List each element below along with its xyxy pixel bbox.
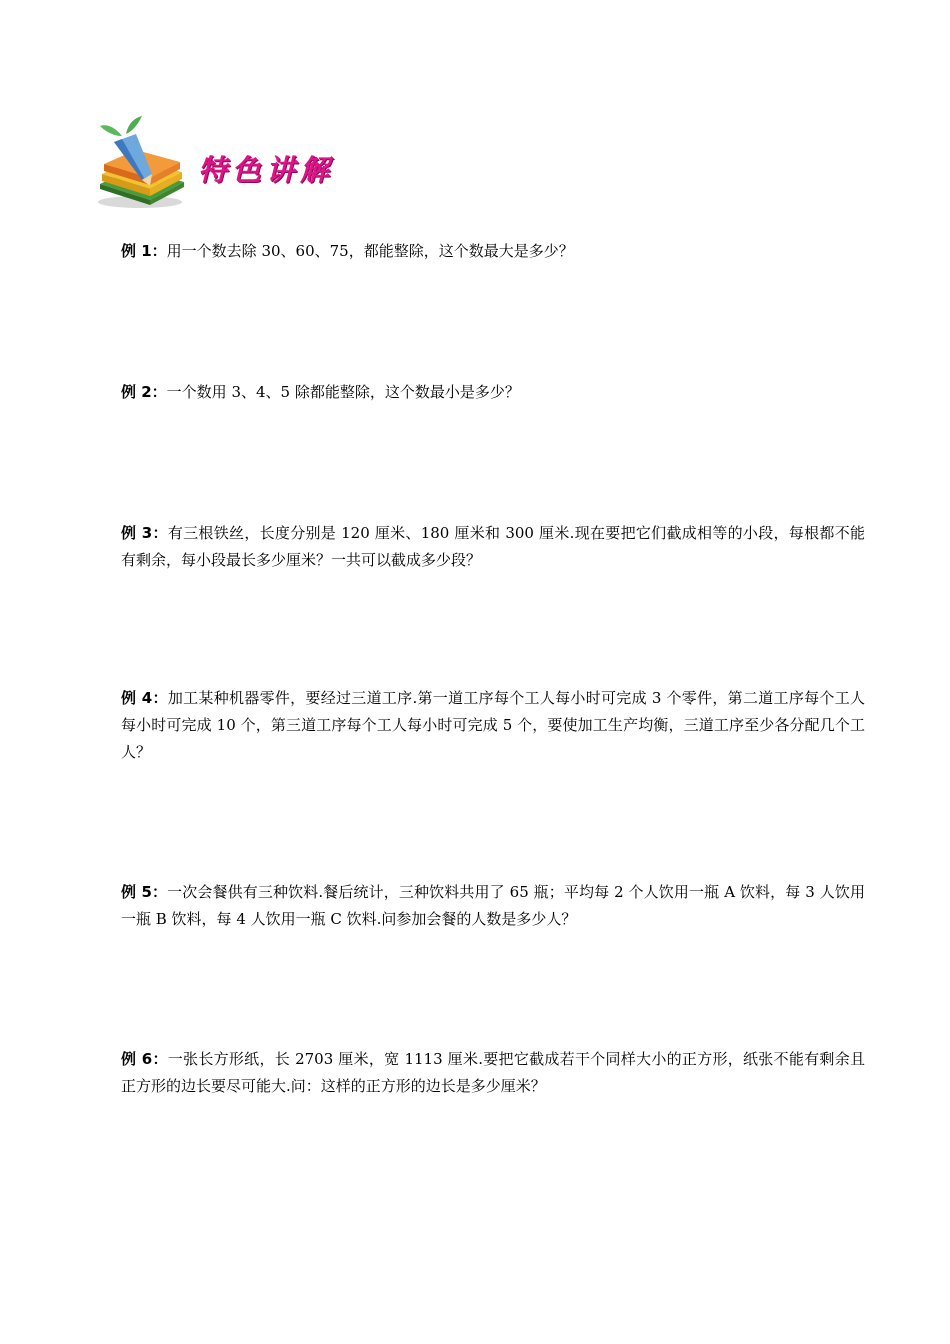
example-label: 例 1：: [121, 242, 167, 260]
example-text: 一个数用 3、4、5 除都能整除，这个数最小是多少？: [166, 383, 520, 401]
example-text: 一次会餐供有三种饮料.餐后统计，三种饮料共用了 65 瓶；平均每 2 个人饮用一瓶 A 饮料，每 3 人饮用一瓶 B 饮料，每 4 人饮用一瓶 C 饮料.问参加会餐的人数是多少人？: [121, 883, 865, 928]
example-text: 一张长方形纸，长 2703 厘米，宽 1113 厘米.要把它截成若干个同样大小的正方形，纸张不能有剩余且正方形的边长要尽可能大.问：这样的正方形的边长是多少厘米？: [121, 1050, 865, 1095]
example-4: [121, 685, 865, 766]
example-label: 例 6：: [121, 1050, 168, 1068]
example-1: [121, 238, 865, 265]
example-3: [121, 520, 865, 574]
example-label: 例 2：: [121, 383, 167, 401]
example-text: 有三根铁丝，长度分别是 120 厘米、180 厘米和 300 厘米.现在要把它们截成相等的小段，每根都不能有剩余，每小段最长多少厘米？一共可以截成多少段？: [121, 524, 865, 569]
example-label: 例 4：: [121, 689, 168, 707]
example-text: 用一个数去除 30、60、75，都能整除，这个数最大是多少？: [166, 242, 574, 260]
example-5: [121, 879, 865, 933]
books-pencil-icon: [92, 112, 192, 212]
section-header: [92, 112, 392, 212]
example-6: [121, 1046, 865, 1100]
example-label: 例 5：: [121, 883, 168, 901]
example-2: [121, 379, 865, 406]
example-label: 例 3：: [121, 524, 168, 542]
section-title: 特色讲解: [198, 153, 335, 187]
example-text: 加工某种机器零件，要经过三道工序.第一道工序每个工人每小时可完成 3 个零件，第二道工序每个工人每小时可完成 10 个，第三道工序每个工人每小时可完成 5 个，要使加工生产均衡，三道工序至少各分配几个工人？: [121, 689, 865, 761]
